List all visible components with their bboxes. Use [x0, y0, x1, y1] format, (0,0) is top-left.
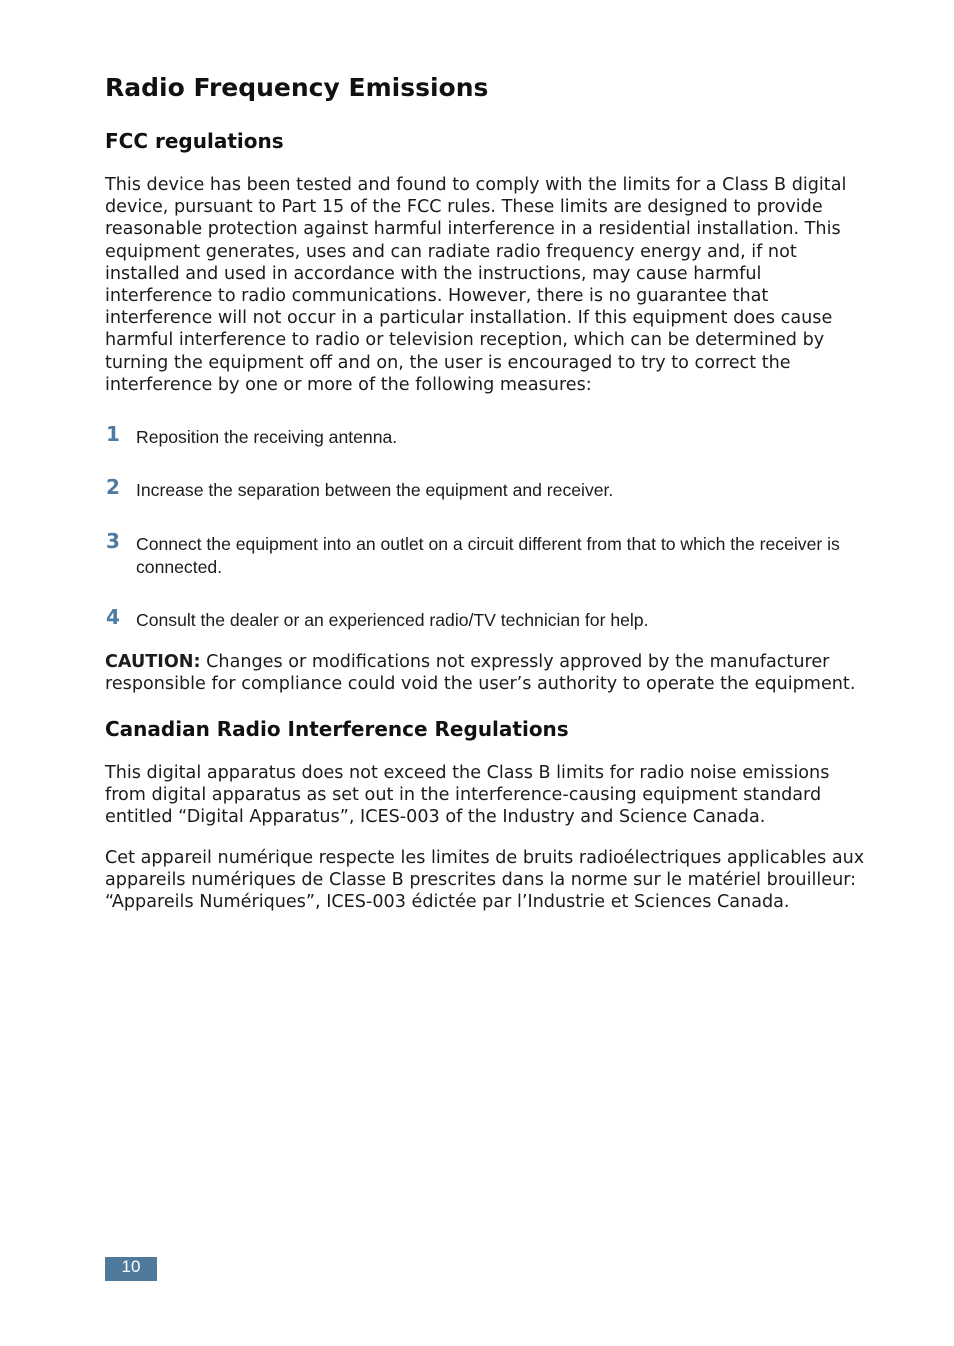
- step-number: 4: [106, 605, 120, 629]
- step-number: 2: [106, 475, 120, 499]
- canada-french-paragraph: Cet appareil numérique respecte les limites de bruits radioélectriques applicables aux appareils numériques de Classe B prescrites dans la norme sur le matériel brouilleur: “Appareils Numériques”, ICES-003 édictée par l’Industrie et Sciences Canada.: [105, 848, 865, 913]
- caution-text: Changes or modifications not expressly approved by the manufacturer responsible for compliance could void the user’s authority to operate the equipment.: [105, 652, 856, 695]
- page-number: 10: [105, 1257, 157, 1281]
- step-number: 3: [106, 529, 120, 553]
- canada-english-paragraph: This digital apparatus does not exceed the Class B limits for radio noise emissions from digital apparatus as set out in the interference-causing equipment standard entitled “Digital Apparatus”, ICES-003 of the Industry and Science Canada.: [105, 763, 830, 828]
- caution-label: CAUTION:: [105, 652, 201, 672]
- page-title: Radio Frequency Emissions: [105, 73, 489, 102]
- caution-paragraph: [105, 651, 865, 695]
- step-number: 1: [106, 422, 120, 446]
- fcc-intro-paragraph: This device has been tested and found to comply with the limits for a Class B digital device, pursuant to Part 15 of the FCC rules. These limits are designed to provide reasonable protection against harmful interference in a residential installation. This equipment generates, uses and can radiate radio frequency energy and, if not installed and used in accordance with the instructions, may cause harmful interference to radio communications. However, there is no guarantee that interference will not occur in a particular installation. If this equipment does cause harmful interference to radio or television reception, which can be determined by turning the equipment off and on, the user is encouraged to try to correct the interference by one or more of the following measures:: [105, 175, 847, 395]
- step-text: Consult the dealer or an experienced radio/TV technician for help.: [136, 610, 649, 630]
- step-text: Connect the equipment into an outlet on a circuit different from that to which the receiver is connected.: [136, 534, 840, 577]
- fcc-heading: FCC regulations: [105, 129, 284, 153]
- canada-heading: Canadian Radio Interference Regulations: [105, 717, 569, 741]
- step-text: Increase the separation between the equipment and receiver.: [136, 480, 614, 500]
- step-text: Reposition the receiving antenna.: [136, 427, 398, 447]
